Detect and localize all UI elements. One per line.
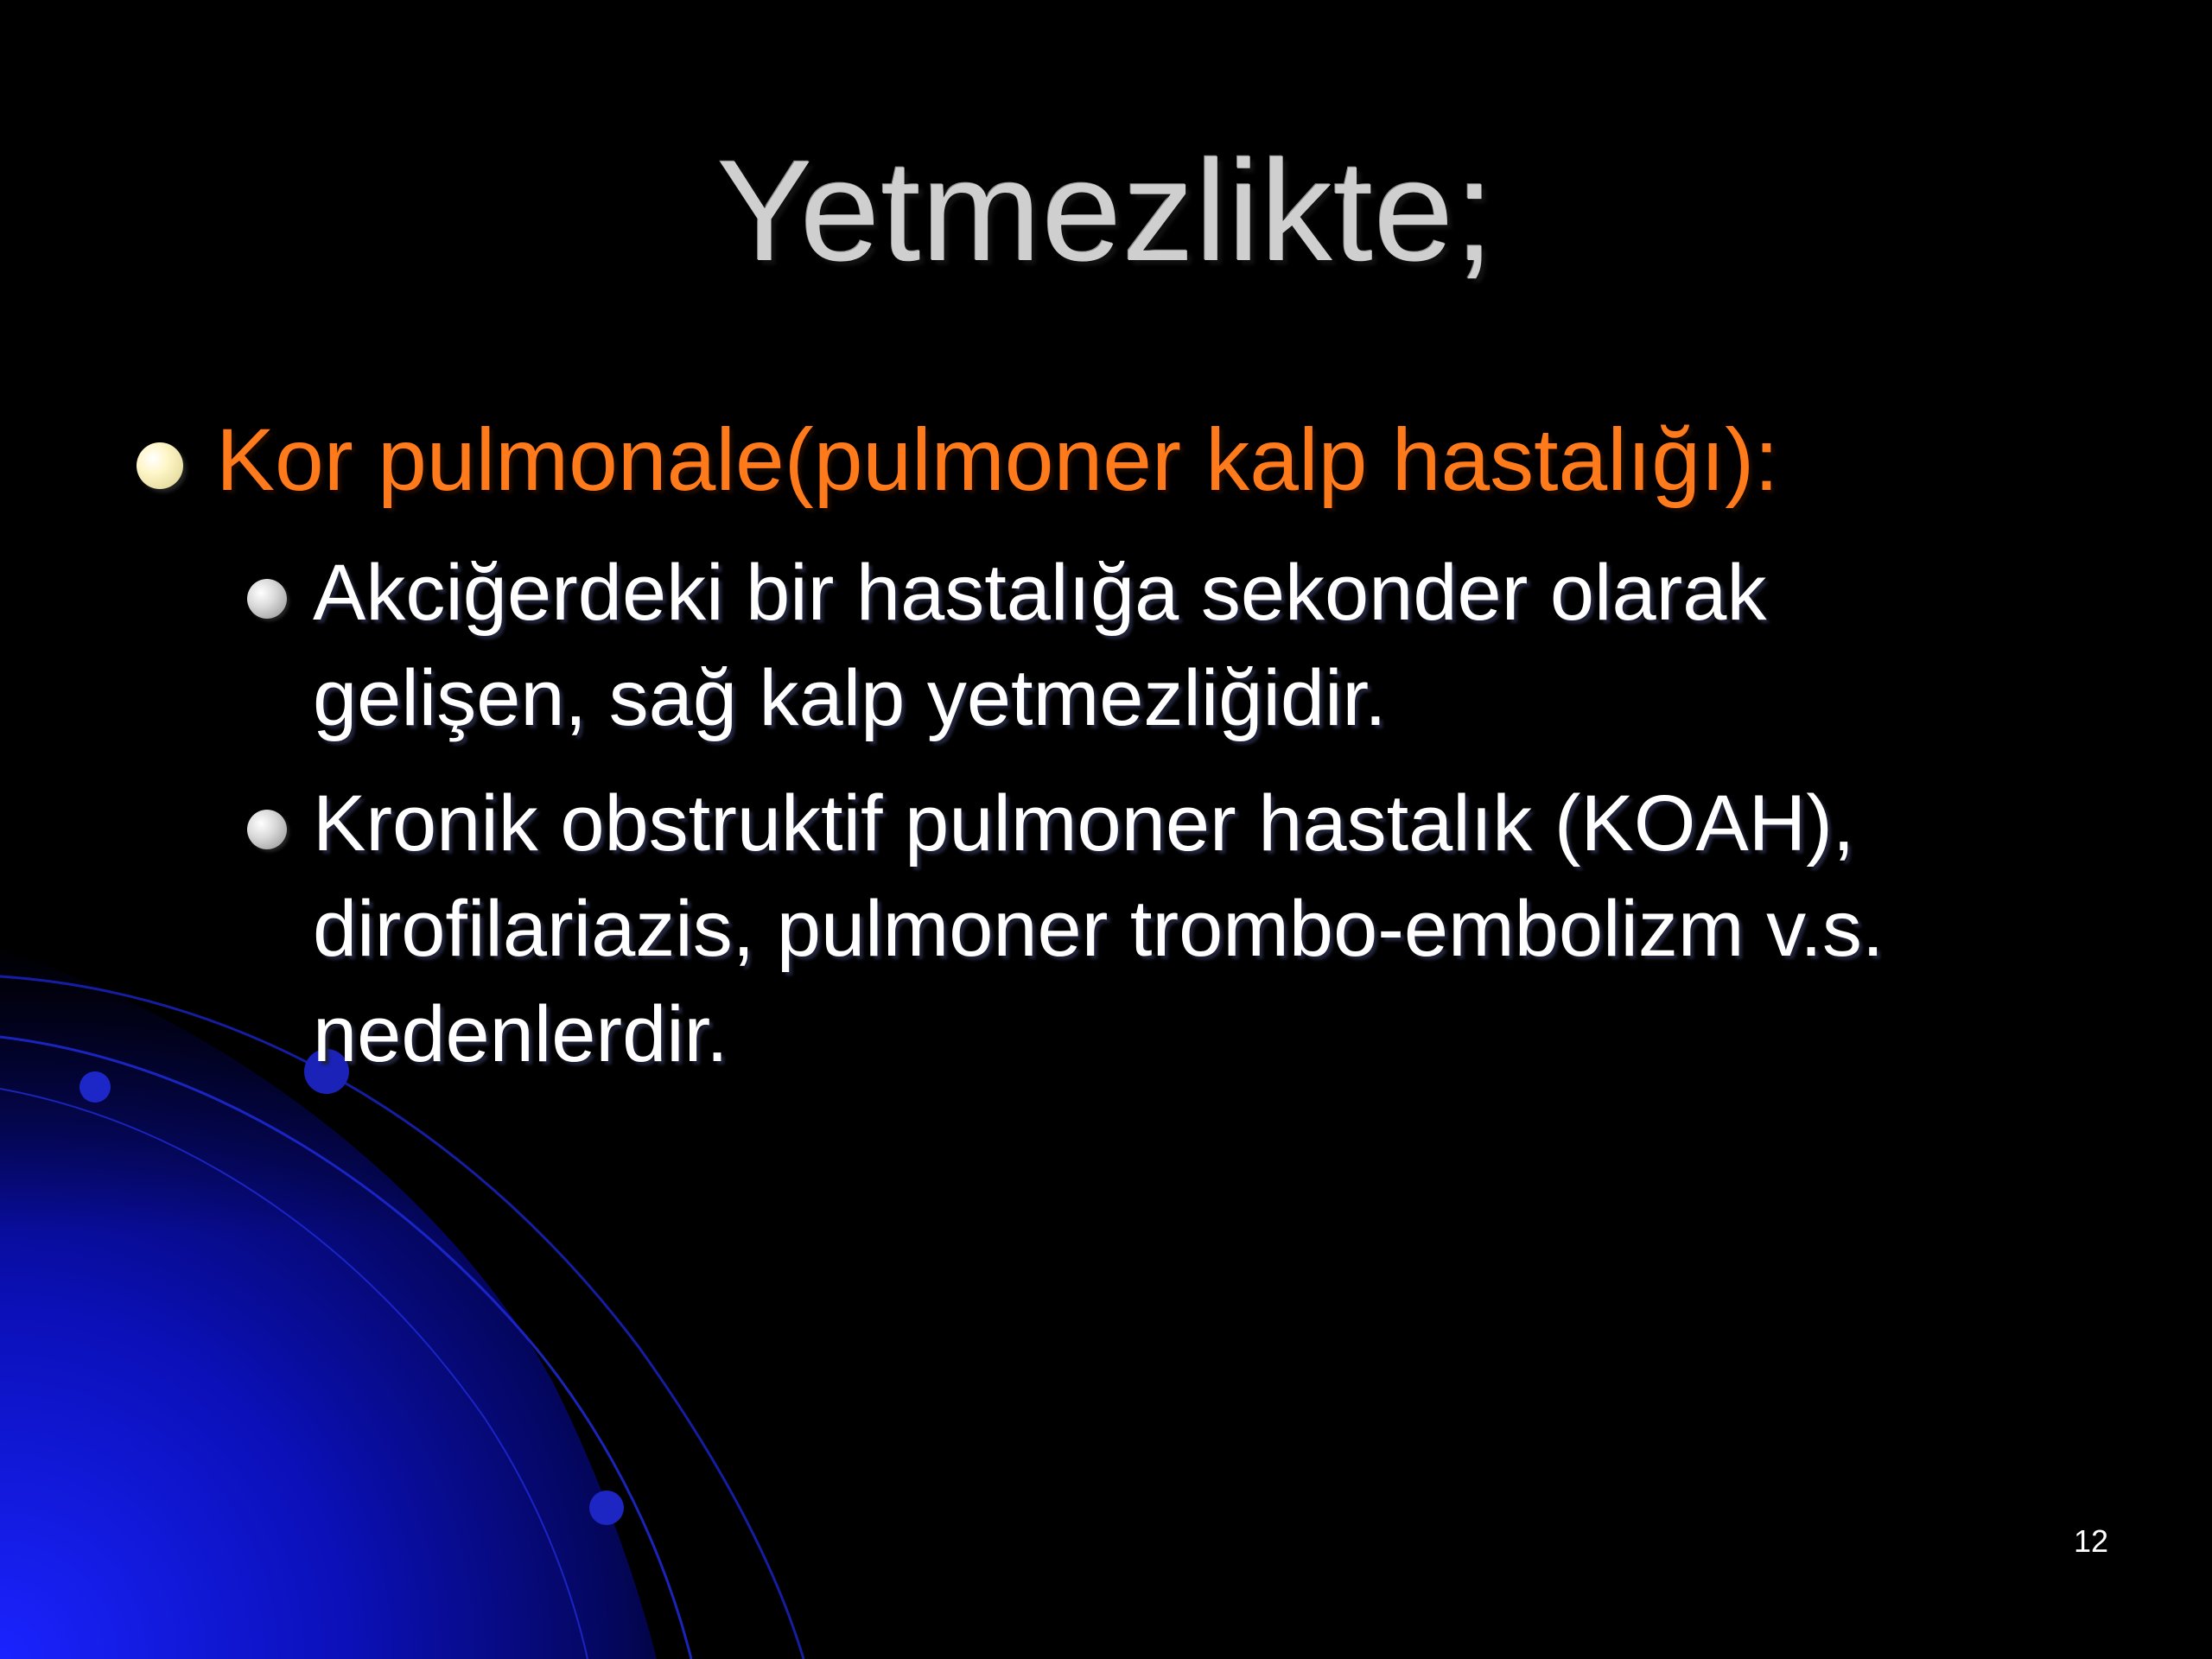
sub-bullet-dot-icon (247, 810, 287, 849)
bullet-dot-icon (137, 442, 183, 489)
slide-title: Yetmezlikte; (716, 131, 1496, 291)
sub-bullet-dot-icon (247, 579, 287, 619)
bullet-level2: Akciğerdeki bir hastalığa sekonder olarak gelişen, sağ kalp yetmezliğidir. (313, 549, 1767, 742)
bullet-level1: Kor pulmonale(pulmoner kalp hastalığı): (216, 410, 1779, 509)
page-number: 12 (2073, 1523, 2108, 1559)
bullet-level2: Kronik obstruktif pulmoner hastalık (KOAH), dirofilariazis, pulmoner trombo-embolizm v.s. nedenlerdir. (313, 779, 1885, 1078)
